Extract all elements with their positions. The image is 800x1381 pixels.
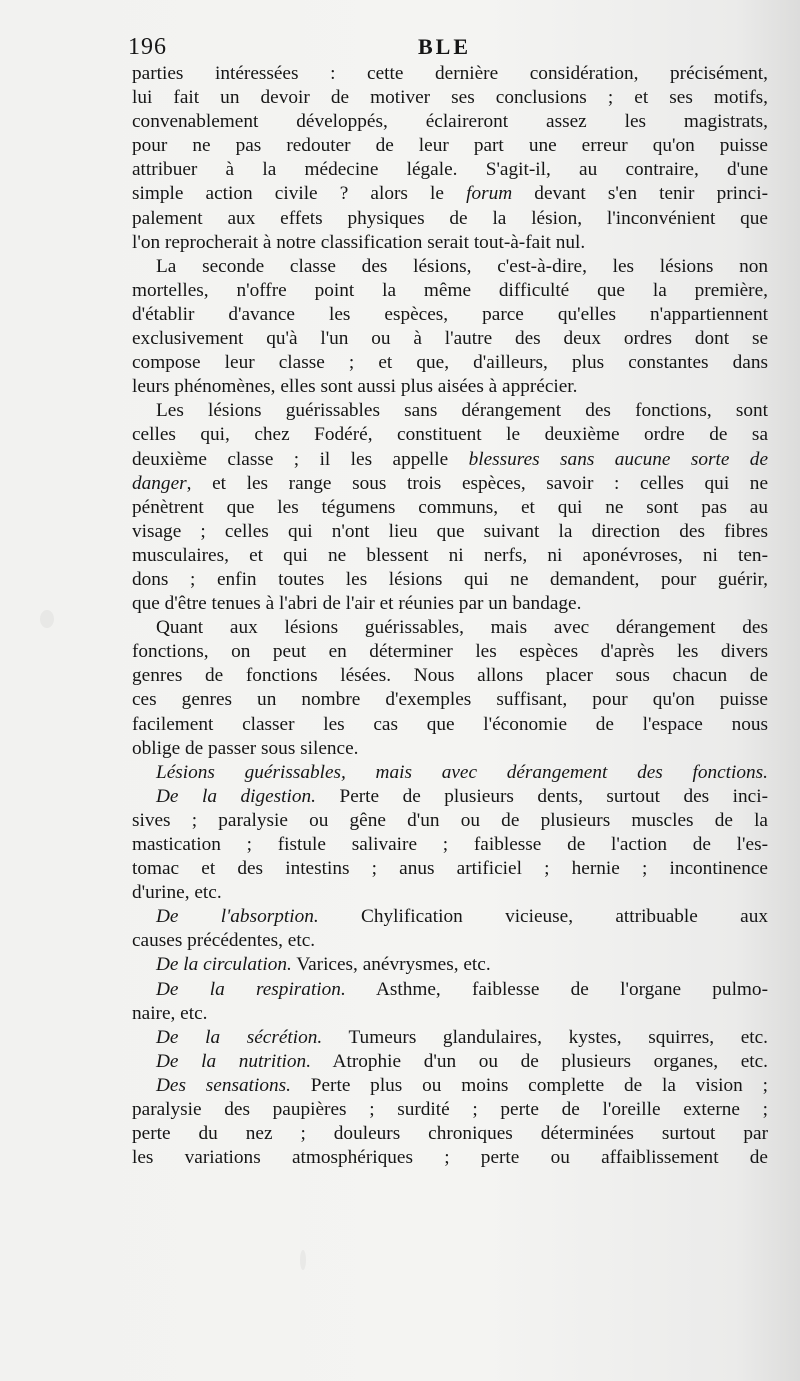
text-line: danger, et les range sous trois espèces, savoir : celles qui ne	[132, 472, 768, 494]
text-line: facilement classer les cas que l'économie de l'espace nous	[132, 713, 768, 735]
text-line: d'établir d'avance les espèces, parce qu'elles n'appartiennent	[132, 303, 768, 325]
text-line: De la nutrition. Atrophie d'un ou de plusieurs organes, etc.	[156, 1050, 768, 1072]
text-line: pénètrent que les tégumens communs, et qui ne sont pas au	[132, 496, 768, 518]
text-line: que d'être tenues à l'abri de l'air et réunies par un bandage.	[132, 593, 582, 615]
text-line: musculaires, et qui ne blessent ni nerfs, ni aponévroses, ni ten-	[132, 544, 768, 566]
text-line: causes précédentes, etc.	[132, 930, 316, 952]
text-line: les variations atmosphériques ; perte ou affaiblissement de	[132, 1147, 768, 1169]
text-line: d'urine, etc.	[132, 882, 222, 904]
text-line: genres de fonctions lésées. Nous allons placer sous chacun de	[132, 665, 768, 687]
paper-stain	[300, 1250, 306, 1270]
text-line: simple action civile ? alors le forum devant s'en tenir princi-	[132, 183, 768, 205]
text-line: De la respiration. Asthme, faiblesse de l'organe pulmo-	[156, 978, 768, 1000]
text-line: mortelles, n'offre point la même difficulté que la première,	[132, 279, 768, 301]
text-line: ces genres un nombre d'exemples suffisant, pour qu'on puisse	[132, 689, 768, 711]
text-line: Des sensations. Perte plus ou moins complette de la vision ;	[156, 1074, 768, 1096]
page-number: 196	[128, 34, 167, 60]
text-line: lui fait un devoir de motiver ses conclusions ; et ses motifs,	[132, 87, 768, 109]
text-line: Lésions guérissables, mais avec dérangement des fonctions.	[156, 761, 768, 783]
text-line: fonctions, on peut en déterminer les espèces d'après les divers	[132, 641, 768, 663]
text-line: tomac et des intestins ; anus artificiel ; hernie ; incontinence	[132, 858, 768, 880]
text-line: De l'absorption. Chylification vicieuse, attribuable aux	[156, 906, 768, 928]
text-line: leurs phénomènes, elles sont aussi plus aisées à apprécier.	[132, 376, 578, 398]
text-line: visage ; celles qui n'ont lieu que suivant la direction des fibres	[132, 520, 768, 542]
paper-stain	[40, 610, 54, 628]
body-text	[132, 62, 768, 1170]
text-line: oblige de passer sous silence.	[132, 737, 359, 759]
text-line: l'on reprocherait à notre classification serait tout-à-fait nul.	[132, 231, 586, 253]
text-line: palement aux effets physiques de la lésion, l'inconvénient que	[132, 207, 768, 229]
text-line: Les lésions guérissables sans dérangement des fonctions, sont	[156, 400, 768, 422]
text-line: perte du nez ; douleurs chroniques déterminées surtout par	[132, 1123, 768, 1145]
text-line: Quant aux lésions guérissables, mais avec dérangement des	[156, 617, 768, 639]
text-line: deuxième classe ; il les appelle blessures sans aucune sorte de	[132, 448, 768, 470]
text-line: mastication ; fistule salivaire ; faiblesse de l'action de l'es-	[132, 834, 768, 855]
text-line: De la sécrétion. Tumeurs glandulaires, kystes, squirres, etc.	[156, 1026, 768, 1048]
text-line: celles qui, chez Fodéré, constituent le deuxième ordre de sa	[132, 424, 768, 446]
text-line: compose leur classe ; et que, d'ailleurs, plus constantes dans	[132, 352, 768, 374]
text-line: parties intéressées : cette dernière considération, précisément,	[132, 63, 768, 84]
text-line: La seconde classe des lésions, c'est-à-dire, les lésions non	[156, 255, 768, 277]
text-line: sives ; paralysie ou gêne d'un ou de plusieurs muscles de la	[132, 809, 768, 831]
page-header	[128, 34, 768, 64]
text-line: naire, etc.	[132, 1002, 208, 1024]
text-line: pour ne pas redouter de leur part une erreur qu'on puisse	[132, 135, 768, 157]
text-line: De la digestion. Perte de plusieurs dents, surtout des inci-	[156, 785, 768, 807]
text-line: De la circulation. Varices, anévrysmes, etc.	[156, 954, 491, 976]
text-line: dons ; enfin toutes les lésions qui ne demandent, pour guérir,	[132, 568, 768, 590]
running-head: BLE	[418, 34, 472, 59]
text-line: attribuer à la médecine légale. S'agit-il, au contraire, d'une	[132, 159, 768, 181]
text-line: convenablement développés, éclaireront assez les magistrats,	[132, 111, 768, 133]
text-line: exclusivement qu'à l'un ou à l'autre des deux ordres dont se	[132, 328, 768, 350]
text-line: paralysie des paupières ; surdité ; perte de l'oreille externe ;	[132, 1099, 768, 1121]
